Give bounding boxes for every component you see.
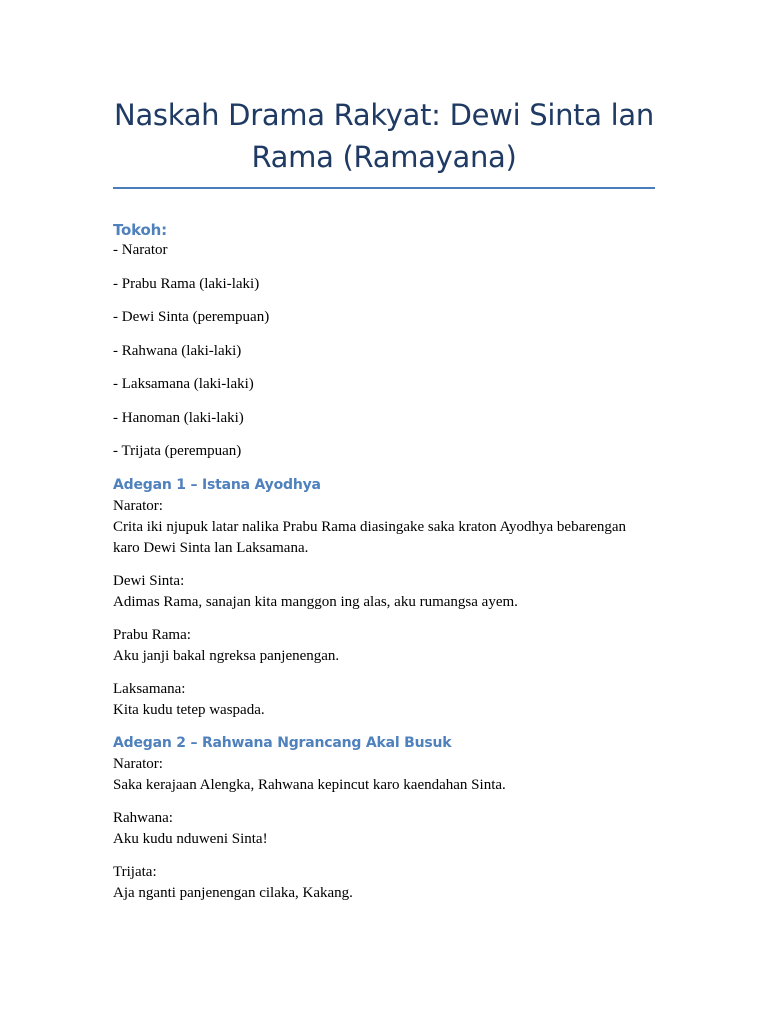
speaker-name: Prabu Rama: (113, 626, 191, 643)
scene-1 (113, 475, 655, 721)
dialogue-text: Aja nganti panjenengan cilaka, Kakang. (113, 884, 353, 901)
cast-item: - Hanoman (laki-laki) (113, 409, 244, 426)
document-page (113, 94, 655, 916)
dialogue-text: Crita iki njupuk latar nalika Prabu Rama diasingake saka kraton Ayodhya bebarengan karo Dewi Sinta lan Laksamana. (113, 518, 627, 556)
dialogue-text: Aku janji bakal ngreksa panjenengan. (113, 647, 340, 664)
cast-item: - Dewi Sinta (perempuan) (113, 309, 270, 325)
dialogue-block (113, 571, 655, 613)
dialogue-block (113, 679, 655, 721)
speaker-name: Trijata: (113, 863, 157, 880)
dialogue-block (113, 496, 655, 559)
dialogue-block (113, 808, 655, 850)
dialogue-text: Kita kudu tetep waspada. (113, 701, 265, 718)
cast-item: - Narator (113, 242, 168, 258)
speaker-name: Rahwana: (113, 809, 173, 826)
cast-heading: Tokoh: (113, 221, 167, 239)
cast-item: - Trijata (perempuan) (113, 443, 242, 459)
scene-heading: Adegan 2 – Rahwana Ngrancang Akal Busuk (113, 734, 452, 751)
cast-list (113, 240, 655, 462)
speaker-name: Narator: (113, 755, 163, 772)
cast-item: - Rahwana (laki-laki) (113, 342, 242, 359)
document-title: Naskah Drama Rakyat: Dewi Sinta lan Rama (Ramayana) (113, 94, 655, 189)
speaker-name: Dewi Sinta: (113, 572, 185, 589)
dialogue-text: Saka kerajaan Alengka, Rahwana kepincut karo kaendahan Sinta. (113, 776, 506, 793)
dialogue-block (113, 862, 655, 904)
cast-item: - Laksamana (laki-laki) (113, 376, 254, 392)
dialogue-block (113, 754, 655, 796)
speaker-name: Laksamana: (113, 680, 186, 697)
dialogue-text: Aku kudu nduweni Sinta! (113, 830, 268, 847)
speaker-name: Narator: (113, 497, 163, 514)
scene-2 (113, 733, 655, 904)
dialogue-text: Adimas Rama, sanajan kita manggon ing alas, aku rumangsa ayem. (113, 593, 518, 610)
cast-item: - Prabu Rama (laki-laki) (113, 275, 260, 292)
dialogue-block (113, 625, 655, 667)
scene-heading: Adegan 1 – Istana Ayodhya (113, 476, 321, 493)
